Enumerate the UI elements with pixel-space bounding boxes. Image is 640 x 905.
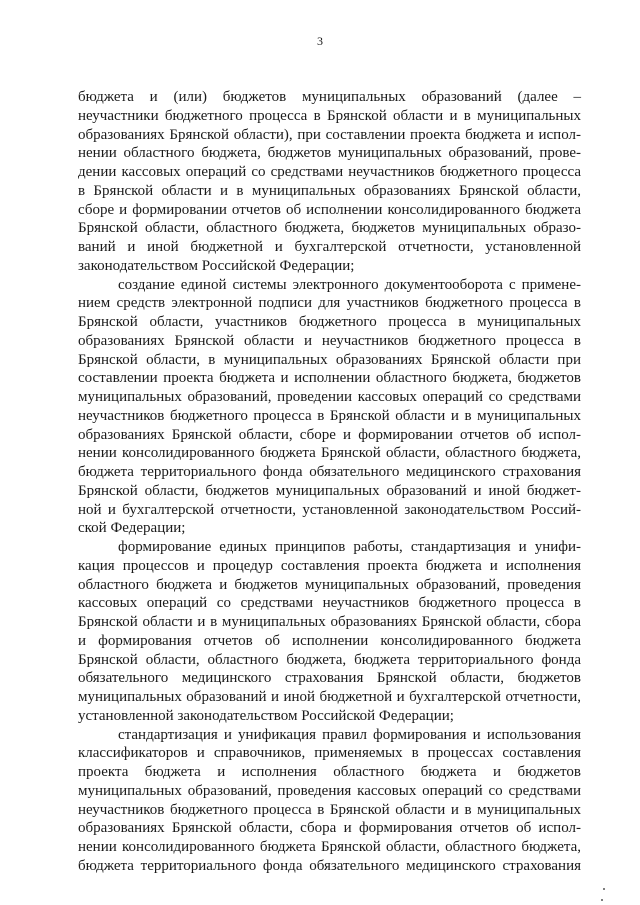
text-line: образованиях Брянской области, сборе и формировании отчетов об испол- (78, 426, 581, 443)
text-line: образованиях Брянской области, сбора и формирования отчетов об испол- (78, 820, 581, 837)
text-line: муниципальных образований, проведении кассовых операций со средствами (78, 389, 581, 405)
text-line: муниципальных образований, проведения кассовых операций со средствами (78, 782, 581, 799)
text-line: стандартизация и унификация правил формирования и использования (118, 726, 581, 743)
text-line: образованиях Брянской области и неучастников бюджетного процесса в (78, 332, 581, 349)
text-line: Брянской области, участников бюджетного процесса в муниципальных (78, 314, 581, 330)
text-line: классификаторов и справочников, применяемых в процессах составления (78, 745, 581, 762)
text-line: Брянской области и в муниципальных образованиях Брянской области, сбора (78, 614, 581, 630)
text-line: образованиях Брянской области), при составлении проекта бюджета и испол- (78, 126, 581, 143)
text-line: кация процессов и процедур составления проекта бюджета и исполнения (78, 557, 581, 574)
scan-speck (603, 888, 605, 890)
text-line: Брянской области, бюджетов муниципальных образований и иной бюджет- (78, 482, 581, 499)
text-line: установленной законодательством Российской Федерации; (78, 707, 454, 724)
text-line: бюджета территориального фонда обязательного медицинского страхования (78, 464, 581, 480)
paragraph (78, 726, 581, 876)
text-line: неучастники бюджетного процесса в Брянской области и в муниципальных (78, 107, 581, 124)
text-line: неучастников бюджетного процесса в Брянской области и в муниципальных (78, 801, 581, 818)
page-number: 3 (317, 34, 323, 48)
text-line: проекта бюджета и исполнения областного бюджета и бюджетов (78, 764, 581, 780)
scan-speck (601, 899, 603, 901)
text-line: создание единой системы электронного документооборота с примене- (118, 276, 581, 293)
text-line: обязательного медицинского страхования Брянской области, бюджетов (78, 670, 581, 687)
text-line: бюджета территориального фонда обязательного медицинского страхования (78, 857, 581, 874)
text-line: нении областного бюджета, бюджетов муниципальных образований, прове- (78, 145, 581, 162)
text-line: кассовых операций со средствами неучастников бюджетного процесса в (78, 595, 581, 612)
text-line: Брянской области, областного бюджета, бюджетов муниципальных образо- (78, 220, 581, 237)
text-line: ной и бухгалтерской отчетности, установленной законодательством Россий- (78, 501, 581, 518)
text-line: дении кассовых операций со средствами неучастников бюджетного процесса (78, 164, 581, 180)
paragraph (78, 276, 581, 539)
paragraph (78, 88, 581, 276)
document-body (78, 88, 581, 876)
text-line: в Брянской области и в муниципальных образованиях Брянской области, (78, 182, 581, 199)
text-line: бюджета и (или) бюджетов муниципальных образований (далее – (78, 89, 581, 105)
text-line: ваний и иной бюджетной и бухгалтерской отчетности, установленной (78, 239, 581, 255)
paragraph (78, 538, 581, 726)
text-line: и формирования отчетов об исполнении консолидированного бюджета (78, 632, 581, 649)
text-line: областного бюджета и бюджетов муниципальных образований, проведения (78, 576, 581, 593)
text-line: муниципальных образований и иной бюджетной и бухгалтерской отчетности, (78, 689, 581, 705)
text-line: сборе и формировании отчетов об исполнении консолидированного бюджета (78, 201, 581, 218)
text-line: ской Федерации; (78, 520, 186, 537)
text-line: формирование единых принципов работы, стандартизация и унифи- (118, 539, 581, 555)
text-line: Брянской области, в муниципальных образованиях Брянской области при (78, 351, 581, 368)
text-line: законодательством Российской Федерации; (78, 257, 355, 274)
text-line: нении консолидированного бюджета Брянской области, областного бюджета, (78, 839, 581, 855)
text-line: нием средств электронной подписи для участников бюджетного процесса в (78, 295, 581, 312)
text-line: Брянской области, областного бюджета, бюджета территориального фонда (78, 651, 581, 668)
text-line: нении консолидированного бюджета Брянской области, областного бюджета, (78, 445, 581, 462)
text-line: составлении проекта бюджета и исполнении областного бюджета, бюджетов (78, 370, 581, 387)
text-line: неучастников бюджетного процесса в Брянской области и в муниципальных (78, 407, 581, 424)
